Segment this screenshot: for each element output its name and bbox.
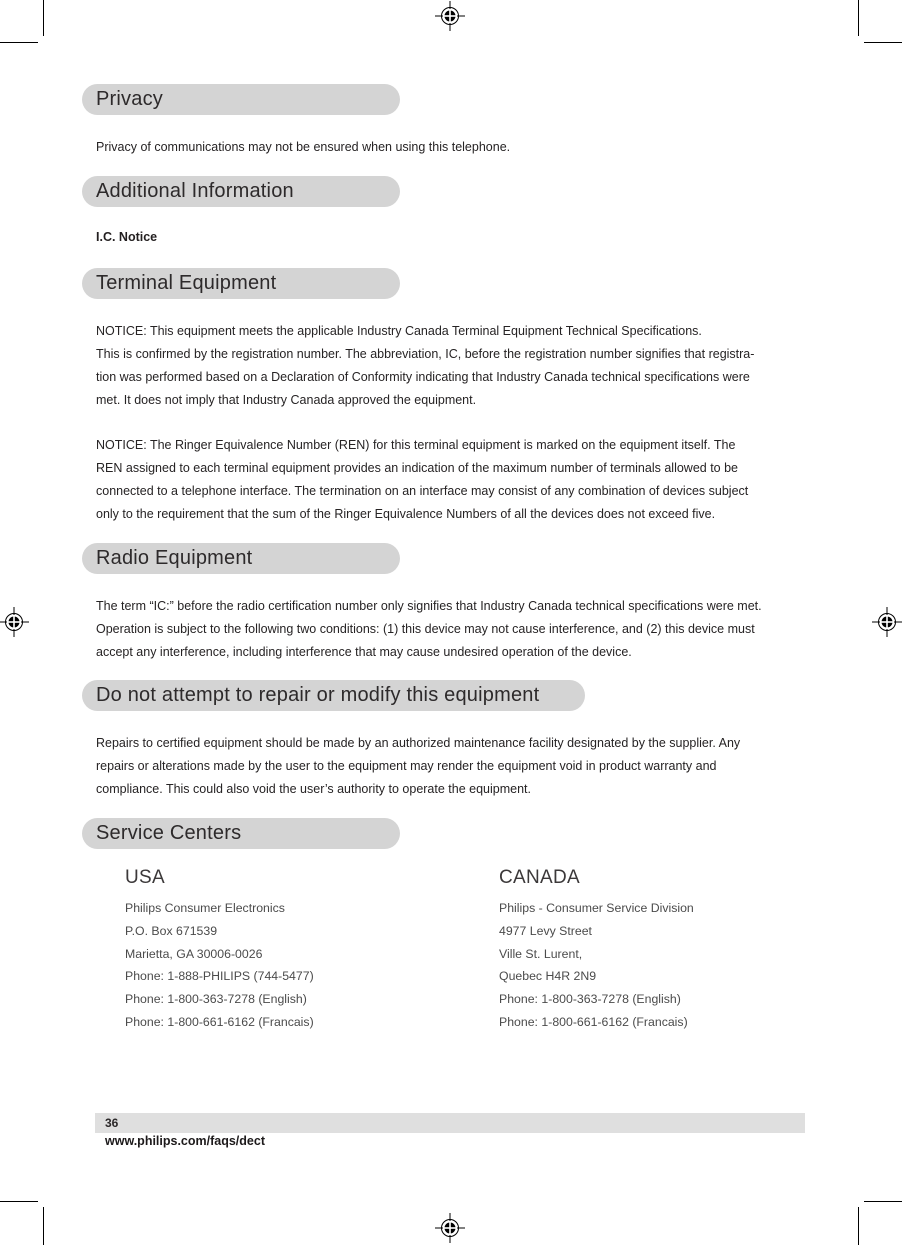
section-heading-privacy (82, 84, 400, 115)
section-title: Terminal Equipment (96, 272, 277, 294)
text-line: Phone: 1-800-661-6162 (Francais) (499, 1014, 688, 1029)
text-line: REN assigned to each terminal equipment provides an indication of the maximum number of terminals allowed to be (96, 461, 738, 475)
page-number-bar (95, 1113, 805, 1133)
text-line: 4977 Levy Street (499, 923, 592, 938)
section-title: Privacy (96, 88, 163, 110)
usa-heading: USA (125, 867, 165, 888)
crop-mark-top-right-horizontal (864, 42, 902, 43)
service-centers-columns (96, 866, 805, 1036)
terminal-equipment-paragraph-2 (96, 434, 805, 526)
canada-address-lines (499, 897, 694, 1034)
privacy-body-text: Privacy of communications may not be ensured when using this telephone. (96, 140, 511, 154)
radio-equipment-paragraph (96, 595, 805, 664)
service-center-usa (125, 866, 314, 1034)
text-line: repairs or alterations made by the user to the equipment may render the equipment void in product warranty and (96, 759, 717, 773)
do-not-repair-paragraph (96, 732, 805, 801)
text-line: The term “IC:” before the radio certification number only signifies that Industry Canada technical specifications were met. (96, 599, 762, 613)
section-title: Service Centers (96, 822, 242, 844)
registration-mark-icon (872, 607, 902, 637)
text-line: Operation is subject to the following two conditions: (1) this device may not cause interference, and (2) this device must (96, 622, 755, 636)
text-line: Phone: 1-800-363-7278 (English) (499, 992, 681, 1007)
text-line: connected to a telephone interface. The termination on an interface may consist of any combination of devices subject (96, 484, 749, 498)
usa-address-lines (125, 897, 314, 1034)
text-line: NOTICE: The Ringer Equivalence Number (REN) for this terminal equipment is marked on the equipment itself. The (96, 438, 736, 452)
crop-mark-bottom-left-vertical (43, 1207, 44, 1245)
service-center-canada (499, 866, 694, 1034)
section-title: Additional Information (96, 180, 294, 202)
text-line: Philips Consumer Electronics (125, 901, 285, 915)
terminal-equipment-paragraph-1 (96, 320, 805, 412)
section-title: Do not attempt to repair or modify this equipment (96, 684, 540, 706)
crop-mark-top-left-vertical (43, 0, 44, 36)
section-title: Radio Equipment (96, 547, 253, 569)
text-line: Quebec H4R 2N9 (499, 969, 597, 984)
text-line: met. It does not imply that Industry Canada approved the equipment. (96, 393, 477, 407)
crop-mark-top-right-vertical (858, 0, 859, 36)
text-line: tion was performed based on a Declaration of Conformity indicating that Industry Canada technical specifications were (96, 370, 750, 384)
registration-mark-icon (0, 607, 29, 637)
text-line: Phone: 1-800-661-6162 (Francais) (125, 1014, 314, 1029)
section-heading-service-centers (82, 818, 400, 849)
page-number: 36 (105, 1116, 119, 1130)
section-heading-radio-equipment (82, 543, 400, 574)
section-heading-do-not-repair (82, 680, 585, 711)
canada-heading: CANADA (499, 867, 580, 888)
text-line: P.O. Box 671539 (125, 923, 218, 938)
text-line: accept any interference, including interference that may cause undesired operation of the device. (96, 645, 632, 659)
crop-mark-top-left-horizontal (0, 42, 38, 43)
ic-notice-subheading: I.C. Notice (96, 230, 158, 244)
text-line: Ville St. Lurent, (499, 946, 583, 961)
section-heading-additional-information (82, 176, 400, 207)
footer-url-text: www.philips.com/faqs/dect (105, 1134, 265, 1148)
text-line: only to the requirement that the sum of the Ringer Equivalence Numbers of all the devices does not exceed five. (96, 507, 716, 521)
crop-mark-bottom-left-horizontal (0, 1201, 38, 1202)
registration-mark-icon (435, 1213, 465, 1243)
text-line: Philips - Consumer Service Division (499, 901, 694, 915)
text-line: This is confirmed by the registration number. The abbreviation, IC, before the registration number signifies that registra- (96, 347, 755, 361)
crop-mark-bottom-right-horizontal (864, 1201, 902, 1202)
text-line: NOTICE: This equipment meets the applicable Industry Canada Terminal Equipment Technical Specifications. (96, 324, 702, 338)
text-line: Marietta, GA 30006-0026 (125, 946, 263, 961)
section-heading-terminal-equipment (82, 268, 400, 299)
text-line: Phone: 1-888-PHILIPS (744-5477) (125, 969, 314, 984)
text-line: Repairs to certified equipment should be made by an authorized maintenance facility designated by the supplier. Any (96, 736, 741, 750)
page-content (96, 0, 805, 1036)
text-line: Phone: 1-800-363-7278 (English) (125, 992, 307, 1007)
text-line: compliance. This could also void the user’s authority to operate the equipment. (96, 782, 531, 796)
crop-mark-bottom-right-vertical (858, 1207, 859, 1245)
